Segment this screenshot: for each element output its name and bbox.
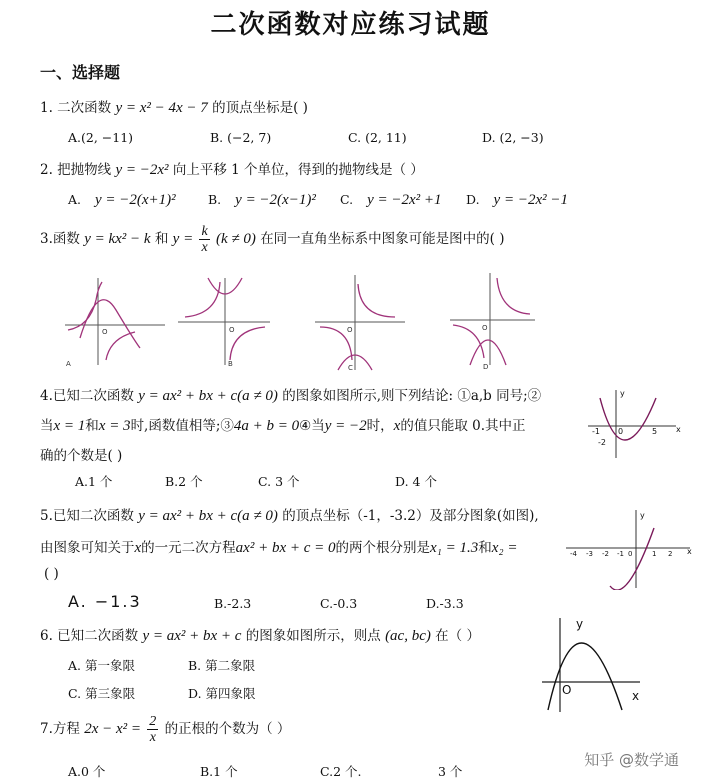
svg-text:y: y — [576, 617, 584, 631]
question-5-line-3: ( ) — [44, 566, 59, 582]
svg-text:0: 0 — [628, 550, 633, 558]
q1-option-c: C. (2, 11) — [348, 130, 407, 145]
svg-text:-3: -3 — [586, 550, 593, 558]
q2-stem: 2. 把抛物线 — [40, 162, 112, 178]
q3-graph-d-label: D — [483, 363, 489, 371]
svg-text:O: O — [482, 324, 488, 332]
q3-graph-b — [178, 278, 270, 368]
question-6: 6. 已知二次函数 y = ax² + bx + c 的图象如图所示，则点 (ac, bc) 在（ ） — [40, 628, 480, 644]
q5-option-b: B.-2.3 — [214, 596, 252, 611]
q4-graph — [580, 386, 684, 462]
svg-text:O: O — [562, 683, 572, 697]
q4-option-a: A.1 个 — [75, 474, 113, 489]
q3-graph-a-label: A — [66, 360, 71, 368]
svg-text:-4: -4 — [570, 550, 577, 558]
svg-text:2: 2 — [668, 550, 673, 558]
q1-option-d: D. (2, −3) — [482, 130, 544, 145]
question-7: 7.方程 2x − x² = $\frac{2}{x}$ 的正根的个数为（ ） — [40, 714, 291, 745]
q5-option-c: C.-0.3 — [320, 596, 358, 611]
svg-text:0: 0 — [618, 427, 624, 436]
q7-option-b: B.1 个 — [200, 764, 238, 779]
svg-text:y: y — [620, 389, 625, 398]
question-4-line-3: 确的个数是( ) — [40, 448, 123, 464]
q3-graph-d — [450, 273, 535, 371]
svg-text:O: O — [102, 328, 108, 336]
svg-text:O: O — [229, 326, 235, 334]
q2-option-d: D. y = −2x² −1 — [466, 192, 568, 208]
svg-text:-2: -2 — [598, 438, 606, 447]
q2-option-b: B. y = −2(x−1)² — [208, 192, 316, 208]
q2-expression: y = −2x² — [115, 162, 169, 178]
svg-text:1: 1 — [652, 550, 657, 558]
q6-option-b: B. 第二象限 — [188, 658, 256, 673]
q6-option-a: A. 第一象限 — [68, 658, 135, 673]
svg-text:-1: -1 — [617, 550, 624, 558]
q1-stem: 1. 二次函数 — [40, 100, 112, 116]
section-heading: 一、选择题 — [40, 63, 121, 82]
q7-fraction: $\frac{2}{x}$ — [149, 714, 157, 745]
q7-option-c: C.2 个. — [320, 764, 362, 779]
question-2 — [40, 158, 424, 179]
q6-option-d: D. 第四象限 — [188, 686, 256, 701]
q2-stem-tail: 向上平移 1 个单位，得到的抛物线是（ ） — [172, 162, 424, 178]
question-3: 3.函数 y = kx² − k 和 y = $\frac{k}{x}$ (k ≠ 0) 在同一直角坐标系中图象可能是图中的( ) — [40, 224, 505, 255]
svg-text:y: y — [640, 511, 645, 520]
q6-graph — [540, 614, 650, 714]
q1-stem-tail: 的顶点坐标是( ) — [212, 100, 308, 116]
svg-text:5: 5 — [652, 427, 658, 436]
question-5-line-1: 5.已知二次函数 y = ax² + bx + c(a ≠ 0) 的顶点坐标（-1，-3.2）及部分图象(如图), — [40, 508, 539, 524]
question-4-line-2: 当x = 1和x = 3时,函数值相等;③4a + b = 0④当y = −2时，x的值只能取 0.其中正 — [40, 418, 526, 434]
svg-text:-2: -2 — [602, 550, 609, 558]
q4-option-c: C. 3 个 — [258, 474, 300, 489]
q6-option-c: C. 第三象限 — [68, 686, 136, 701]
q3-graphs — [60, 270, 540, 375]
question-1 — [40, 96, 308, 117]
question-5-line-2: 由图象可知关于x的一元二次方程ax² + bx + c = 0的两个根分别是x₁ = 1.3和x₂ = — [40, 540, 518, 556]
question-4-line-1: 4.已知二次函数 y = ax² + bx + c(a ≠ 0) 的图象如图所示,则下列结论: ①a,b 同号;② — [40, 388, 542, 404]
page-title: 二次函数对应练习试题 — [210, 10, 491, 40]
q3-graph-c — [315, 275, 405, 372]
q3-graph-b-label: B — [228, 360, 233, 368]
q2-option-c: C. y = −2x² +1 — [340, 192, 442, 208]
svg-text:x: x — [632, 689, 640, 703]
q4-option-d: D. 4 个 — [395, 474, 437, 489]
q4-option-b: B.2 个 — [165, 474, 203, 489]
svg-text:-1: -1 — [592, 427, 600, 436]
q2-option-a: A. y = −2(x+1)² — [68, 192, 176, 208]
q3-graph-a — [65, 278, 165, 368]
q3-graph-c-label: C — [348, 364, 353, 372]
q7-option-a: A.0 个 — [68, 764, 106, 779]
q5-option-d: D.-3.3 — [426, 596, 464, 611]
q3-expression-1: y = kx² − k — [84, 231, 151, 247]
q1-option-b: B. (−2, 7) — [210, 130, 272, 145]
q3-fraction: $\frac{k}{x}$ — [201, 224, 208, 255]
q1-option-a: A.(2, −11) — [68, 130, 134, 145]
watermark: 知乎 @数学通 — [584, 751, 679, 769]
svg-text:O: O — [347, 326, 353, 334]
q5-graph — [562, 506, 696, 590]
q1-expression: y = x² − 4x − 7 — [115, 100, 208, 116]
svg-text:x: x — [687, 547, 692, 556]
q7-option-d: 3 个 — [438, 764, 463, 779]
svg-text:x: x — [676, 425, 681, 434]
q5-option-a: A. −1.3 — [68, 592, 142, 611]
